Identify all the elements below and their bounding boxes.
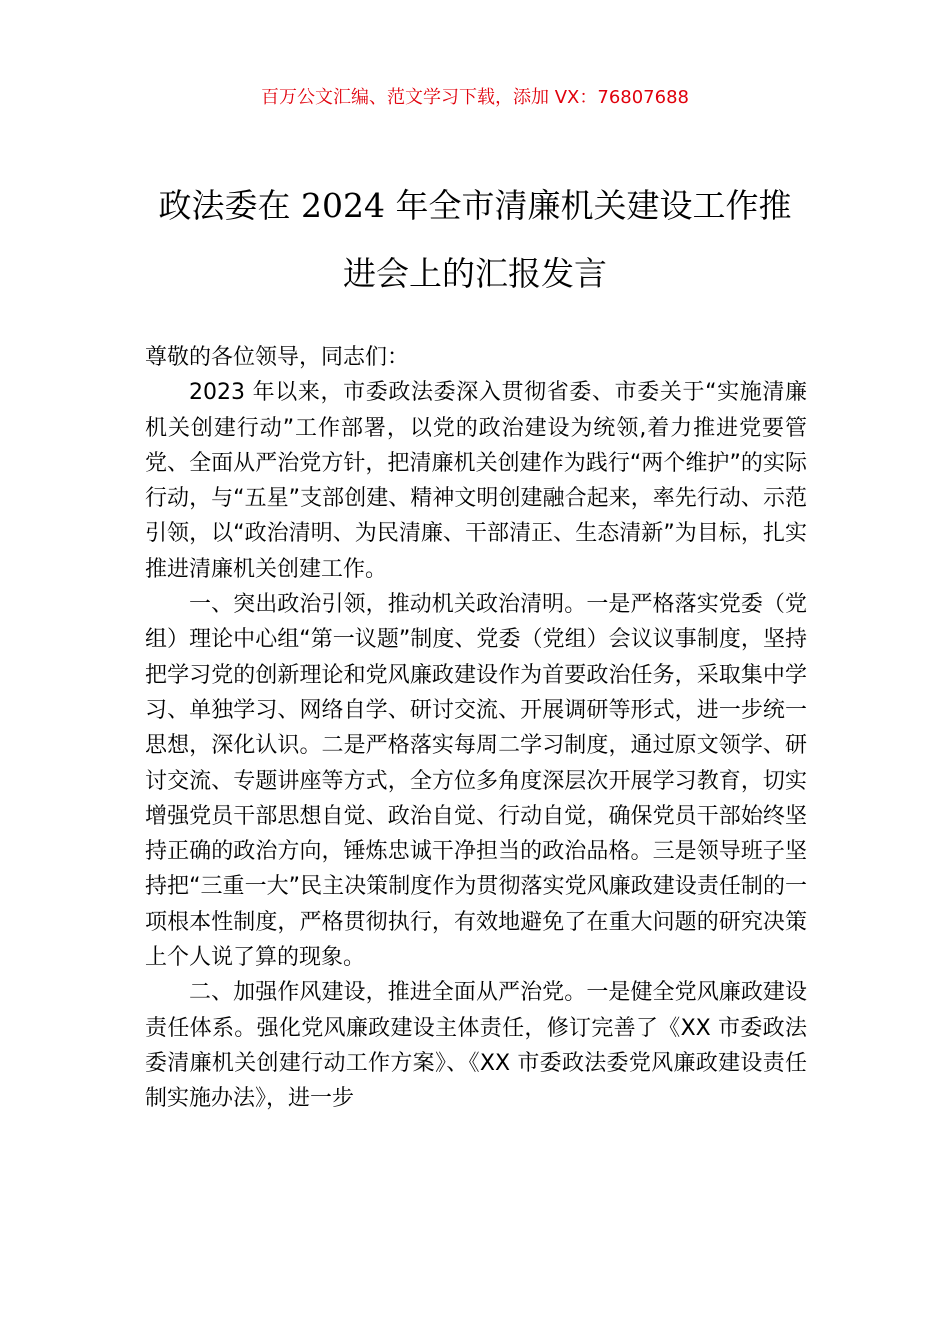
paragraph-section-1: 一、突出政治引领，推动机关政治清明。一是严格落实党委（党组）理论中心组“第一议题”制度、党委（党组）会议议事制度，坚持把学习党的创新理论和党风廉政建设作为首要政治任务，采取集中学习、单独学习、网络自学、研讨交流、开展调研等形式，进一步统一思想，深化认识。二是严格落实每周二学习制度，通过原文领学、研讨交流、专题讲座等方式，全方位多角度深层次开展学习教育，切实增强党员干部思想自觉、政治自觉、行动自觉，确保党员干部始终坚持正确的政治方向，锤炼忠诚干净担当的政治品格。三是领导班子坚持把“三重一大”民主决策制度作为贯彻落实党风廉政建设责任制的一项根本性制度，严格贯彻执行，有效地避免了在重大问题的研究决策上个人说了算的现象。 xyxy=(145,592,807,971)
document-title xyxy=(130,172,820,308)
title-line-1: 政法委在 2024 年全市清廉机关建设工作推 xyxy=(158,186,792,225)
header-watermark-note: 百万公文汇编、范文学习下载，添加 VX：76807688 xyxy=(261,87,689,108)
salutation: 尊敬的各位领导，同志们： xyxy=(145,345,410,370)
paragraph-intro: 2023 年以来，市委政法委深入贯彻省委、市委关于“实施清廉机关创建行动”工作部署，以党的政治建设为统领,着力推进党要管党、全面从严治党方针，把清廉机关创建作为践行“两个维护”的实际行动，与“五星”支部创建、精神文明创建融合起来，率先行动、示范引领，以“政治清明、为民清廉、干部清正、生态清新”为目标，扎实推进清廉机关创建工作。 xyxy=(145,380,807,582)
paragraph-section-2: 二、加强作风建设，推进全面从严治党。一是健全党风廉政建设责任体系。强化党风廉政建设主体责任，修订完善了《XX 市委政法委清廉机关创建行动工作方案》、《XX 市委政法委党风廉政建设责任制实施办法》，进一步 xyxy=(145,980,807,1112)
title-line-2: 进会上的汇报发言 xyxy=(343,254,607,293)
document-body xyxy=(145,340,807,1117)
